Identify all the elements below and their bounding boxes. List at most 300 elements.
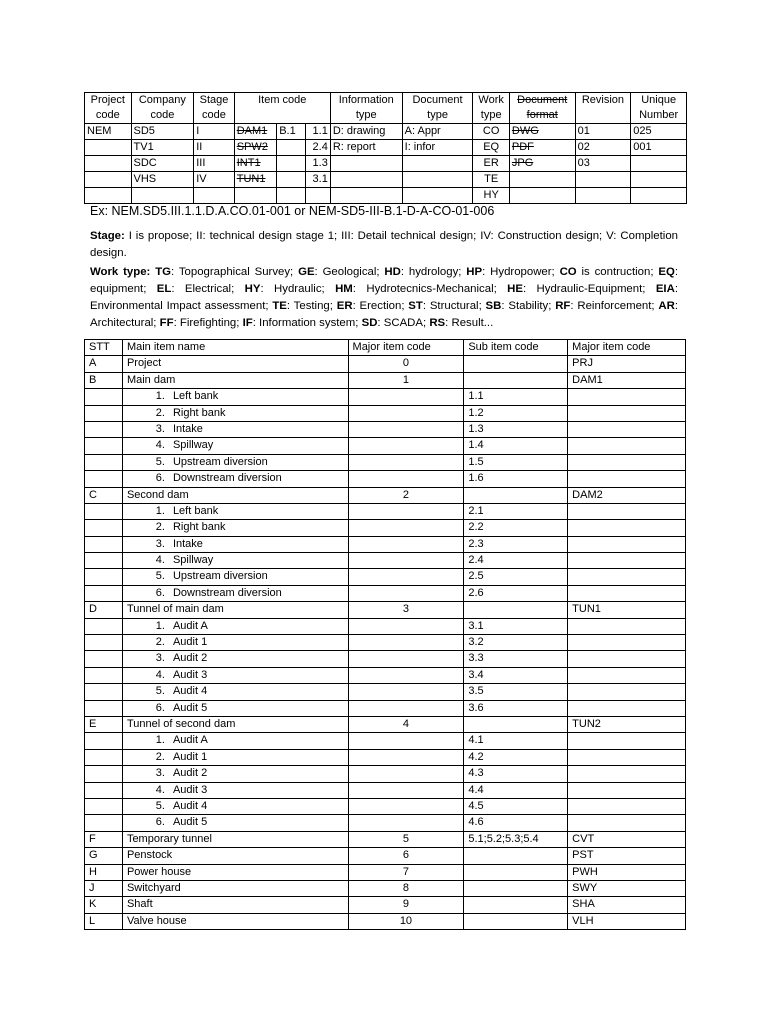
major-item-code-cell: 9 [348,897,464,913]
sub-item-row [85,454,686,470]
code-row [85,140,687,156]
code-cell [330,172,402,188]
code-cell: DWG [509,124,575,140]
item-name-cell [122,766,348,782]
code-cell [402,172,473,188]
code-cell: HY [473,188,509,204]
major-item-code-cell [348,684,464,700]
item-code-cell: SHA [568,897,686,913]
item-name-cell [122,520,348,536]
major-item-code-cell [348,471,464,487]
code-cell: SDC [131,156,194,172]
item-number: 5. [155,799,165,812]
item-code-cell [568,471,686,487]
sub-item-code-cell: 4.5 [464,798,568,814]
major-item-code-cell [348,651,464,667]
sub-item-row [85,766,686,782]
work-type-code: SD [361,317,378,329]
item-name-cell: Tunnel of second dam [122,716,348,732]
work-type-code: RF [555,300,571,312]
stt-cell: E [85,716,123,732]
item-name-cell: Project [122,356,348,372]
major-item-code-cell: 2 [348,487,464,503]
stt-cell: K [85,897,123,913]
major-item-code-cell: 8 [348,880,464,896]
work-type-paragraph [90,264,678,332]
sub-item-row [85,438,686,454]
item-number: 3. [155,537,165,550]
work-type-desc: : SCADA; [377,317,430,329]
major-item-code-cell [348,503,464,519]
code-cell: IV [194,172,234,188]
item-code-cell [568,405,686,421]
code-cell: 1.1 [305,124,330,140]
major-item-code-cell [348,815,464,831]
work-type-code: HY [244,283,261,295]
item-name: Right bank [172,406,226,419]
sub-item-row [85,520,686,536]
major-item-code-cell: 0 [348,356,464,372]
item-name: Audit 2 [172,652,208,665]
sub-item-code-cell: 4.4 [464,782,568,798]
sub-item-row [85,421,686,437]
code-cell: 025 [631,124,687,140]
sub-item-code-cell: 1.3 [464,421,568,437]
item-code-cell: PWH [568,864,686,880]
major-item-code-cell [348,733,464,749]
code-cell: VHS [131,172,194,188]
code-header-cell [234,108,330,124]
code-header-cell: type [330,108,402,124]
code-header-row [85,93,687,109]
major-item-code-cell [348,766,464,782]
sub-item-code-cell [464,864,568,880]
work-type-code: EIA [655,283,675,295]
work-type-desc: : Structural; [422,300,486,312]
item-code-cell [568,651,686,667]
major-item-code-cell [348,438,464,454]
item-number: 4. [155,439,165,452]
item-code-cell: TUN2 [568,716,686,732]
code-cell: 03 [575,156,631,172]
code-cell: II [194,140,234,156]
code-cell [575,172,631,188]
code-cell [509,172,575,188]
items-header-cell: Major item code [568,340,686,356]
code-header-cell: Project [85,93,132,109]
item-name-cell: Power house [122,864,348,880]
sub-item-code-cell: 3.1 [464,618,568,634]
code-cell [194,188,234,204]
sub-item-row [85,536,686,552]
item-name-cell [122,733,348,749]
code-header-cell [575,108,631,124]
sub-item-code-cell: 1.2 [464,405,568,421]
sub-item-code-cell: 2.4 [464,553,568,569]
item-number: 2. [155,750,165,763]
code-header-cell: Number [631,108,687,124]
work-type-desc: : Erection; [352,300,409,312]
sub-item-code-cell: 2.6 [464,585,568,601]
code-cell: 01 [575,124,631,140]
item-name: Spillway [172,439,214,452]
code-cell [234,188,276,204]
major-item-code-cell [348,520,464,536]
code-header-cell: Document [509,93,575,109]
major-item-code-cell [348,798,464,814]
item-code-cell: CVT [568,831,686,847]
code-cell [277,156,305,172]
code-header-cell: code [194,108,234,124]
item-code-cell [568,815,686,831]
item-code-cell [568,553,686,569]
stt-cell [85,471,123,487]
major-item-code-cell: 4 [348,716,464,732]
code-header-cell: Item code [234,93,330,109]
sub-item-row [85,635,686,651]
code-cell [85,172,132,188]
item-name: Intake [172,537,203,550]
stt-cell: J [85,880,123,896]
sub-item-row [85,585,686,601]
item-number: 3. [155,422,165,435]
stage-paragraph [90,228,678,262]
code-cell: ER [473,156,509,172]
item-number: 1. [155,504,165,517]
item-code-cell [568,520,686,536]
work-type-code: ER [336,300,353,312]
code-cell: NEM [85,124,132,140]
item-name-cell [122,782,348,798]
code-cell [85,188,132,204]
sub-item-code-cell: 1.4 [464,438,568,454]
sub-item-code-cell: 2.3 [464,536,568,552]
code-row [85,188,687,204]
items-header-cell: Major item code [348,340,464,356]
sub-item-code-cell [464,356,568,372]
stage-label: Stage: [90,230,125,242]
item-code-cell [568,749,686,765]
main-item-row [85,880,686,896]
sub-item-code-cell: 2.2 [464,520,568,536]
stt-cell [85,684,123,700]
sub-item-code-cell: 4.6 [464,815,568,831]
work-type-desc: : Hydrotecnics-Mechanical; [352,283,508,295]
item-name-cell [122,405,348,421]
sub-item-code-cell [464,880,568,896]
code-cell: JPG [509,156,575,172]
item-name-cell: Main dam [122,372,348,388]
stt-cell [85,553,123,569]
work-type-desc: : Testing; [286,300,337,312]
item-code-cell [568,798,686,814]
code-row [85,172,687,188]
major-item-code-cell [348,618,464,634]
work-type-desc: : Stability; [501,300,556,312]
code-cell: 001 [631,140,687,156]
main-item-row [85,356,686,372]
item-name-cell [122,749,348,765]
items-header-cell: Sub item code [464,340,568,356]
main-item-row [85,848,686,864]
stt-cell: F [85,831,123,847]
code-cell [305,188,330,204]
item-name-cell [122,471,348,487]
code-cell: B.1 [277,124,305,140]
code-cell: TV1 [131,140,194,156]
work-type-code: HP [466,266,483,278]
item-name: Audit 1 [172,750,208,763]
code-cell: EQ [473,140,509,156]
major-item-code-cell: 5 [348,831,464,847]
stt-cell [85,635,123,651]
item-name-cell: Valve house [122,913,348,929]
stt-cell: B [85,372,123,388]
code-header-cell: type [473,108,509,124]
item-number: 3. [155,652,165,665]
stt-cell: A [85,356,123,372]
stt-cell [85,405,123,421]
code-cell: SPW2 [234,140,276,156]
item-number: 4. [155,668,165,681]
sub-item-code-cell: 1.6 [464,471,568,487]
main-item-row [85,602,686,618]
code-cell [330,156,402,172]
work-type-desc: : Result... [445,317,494,329]
code-cell [575,188,631,204]
sub-item-row [85,749,686,765]
item-name: Downstream diversion [172,586,282,599]
item-code-cell [568,766,686,782]
code-row [85,124,687,140]
sub-item-row [85,389,686,405]
sub-item-code-cell [464,602,568,618]
work-type-desc: : Hydraulic; [260,283,336,295]
code-header-cell: Document [402,93,473,109]
code-cell: 02 [575,140,631,156]
work-type-code: HM [335,283,353,295]
work-type-desc: : Hydraulic-Equipment; [522,283,656,295]
sub-item-row [85,569,686,585]
sub-item-code-cell: 4.1 [464,733,568,749]
item-code-cell [568,454,686,470]
main-item-row [85,487,686,503]
item-number: 1. [155,390,165,403]
work-type-desc: : Geological; [314,266,385,278]
code-header-cell: Revision [575,93,631,109]
sub-item-code-cell: 3.6 [464,700,568,716]
stt-cell [85,798,123,814]
main-item-row [85,913,686,929]
item-name-cell [122,684,348,700]
item-number: 2. [155,521,165,534]
work-type-code: HD [384,266,401,278]
code-header-cell: code [85,108,132,124]
code-cell [330,188,402,204]
major-item-code-cell: 10 [348,913,464,929]
item-number: 3. [155,767,165,780]
stt-cell [85,520,123,536]
major-item-code-cell [348,749,464,765]
sub-item-code-cell: 3.4 [464,667,568,683]
stt-cell [85,569,123,585]
item-name-cell [122,700,348,716]
item-code-cell: DAM1 [568,372,686,388]
code-cell: I: infor [402,140,473,156]
items-header-cell: Main item name [122,340,348,356]
code-cell [402,188,473,204]
major-item-code-cell [348,585,464,601]
item-name-cell [122,618,348,634]
sub-item-code-cell [464,487,568,503]
major-item-code-cell [348,700,464,716]
item-number: 6. [155,472,165,485]
code-header-cell: Stage [194,93,234,109]
code-cell: R: report [330,140,402,156]
work-type-code: HE [507,283,523,295]
code-row [85,156,687,172]
item-code-cell: SWY [568,880,686,896]
code-cell [277,140,305,156]
sub-item-code-cell [464,848,568,864]
item-name: Audit 2 [172,767,208,780]
item-name: Audit 5 [172,816,208,829]
item-code-cell [568,700,686,716]
sub-item-code-cell: 2.1 [464,503,568,519]
major-item-code-cell [348,405,464,421]
major-item-code-cell [348,421,464,437]
stt-cell [85,618,123,634]
item-name: Right bank [172,521,226,534]
sub-item-row [85,618,686,634]
code-structure-table [84,92,687,204]
item-code-cell [568,667,686,683]
item-name-cell [122,438,348,454]
stt-cell [85,766,123,782]
sub-item-code-cell [464,716,568,732]
code-cell [85,140,132,156]
item-number: 6. [155,701,165,714]
item-code-cell [568,733,686,749]
item-number: 5. [155,570,165,583]
item-name: Audit 3 [172,668,208,681]
work-type-desc: : Environmental Impact assessment; [90,283,678,312]
code-cell: I [194,124,234,140]
item-name: Audit A [172,734,208,747]
sub-item-row [85,553,686,569]
item-name-cell [122,503,348,519]
item-name-cell [122,389,348,405]
sub-item-row [85,503,686,519]
sub-item-code-cell [464,913,568,929]
code-header-cell: type [402,108,473,124]
sub-item-code-cell: 1.5 [464,454,568,470]
code-cell: CO [473,124,509,140]
item-number: 5. [155,685,165,698]
sub-item-code-cell: 3.2 [464,635,568,651]
major-item-code-cell [348,782,464,798]
work-type-desc: : Information system; [252,317,362,329]
sub-item-row [85,782,686,798]
item-name-cell [122,635,348,651]
code-cell [402,156,473,172]
items-header-row [85,340,686,356]
item-code-cell [568,635,686,651]
sub-item-row [85,733,686,749]
item-name: Upstream diversion [172,455,268,468]
major-item-code-cell: 6 [348,848,464,864]
sub-item-row [85,684,686,700]
stt-cell [85,454,123,470]
item-name: Downstream diversion [172,472,282,485]
major-item-code-cell: 1 [348,372,464,388]
item-number: 4. [155,554,165,567]
main-item-row [85,716,686,732]
item-number: 1. [155,619,165,632]
item-name-cell [122,815,348,831]
code-header-cell: Company [131,93,194,109]
main-item-row [85,372,686,388]
code-header-cell: format [509,108,575,124]
stt-cell [85,536,123,552]
example-code: Ex: NEM.SD5.III.1.1.D.A.CO.01-001 or NEM-SD5-III-B.1-D-A-CO-01-006 [90,204,495,218]
code-cell: III [194,156,234,172]
major-item-code-cell [348,454,464,470]
item-number: 2. [155,406,165,419]
sub-item-code-cell [464,372,568,388]
stt-cell [85,667,123,683]
sub-item-row [85,815,686,831]
sub-item-code-cell: 4.2 [464,749,568,765]
sub-item-code-cell: 5.1;5.2;5.3;5.4 [464,831,568,847]
code-header-cell: Work [473,93,509,109]
work-type-desc: : Reinforcement; [570,300,659,312]
code-cell [509,188,575,204]
code-cell: INT1 [234,156,276,172]
item-code-cell [568,389,686,405]
item-code-cell: VLH [568,913,686,929]
code-header-cell: code [131,108,194,124]
item-name-cell [122,421,348,437]
item-name: Audit 3 [172,783,208,796]
item-code-cell [568,585,686,601]
item-name: Left bank [172,390,219,403]
sub-item-code-cell: 3.5 [464,684,568,700]
item-name: Audit 1 [172,636,208,649]
code-cell [631,156,687,172]
item-name-cell [122,585,348,601]
major-item-code-cell [348,635,464,651]
stt-cell: L [85,913,123,929]
sub-item-code-cell: 3.3 [464,651,568,667]
sub-item-row [85,651,686,667]
code-header-cell: Unique [631,93,687,109]
item-code-cell [568,618,686,634]
item-number: 4. [155,783,165,796]
stt-cell [85,503,123,519]
stt-cell [85,389,123,405]
item-code-cell: DAM2 [568,487,686,503]
code-cell: A: Appr [402,124,473,140]
item-number: 2. [155,636,165,649]
item-code-cell [568,536,686,552]
code-cell: 2.4 [305,140,330,156]
major-item-code-cell [348,536,464,552]
item-number: 5. [155,455,165,468]
stt-cell [85,651,123,667]
sub-item-code-cell [464,897,568,913]
work-type-code: IF [242,317,253,329]
